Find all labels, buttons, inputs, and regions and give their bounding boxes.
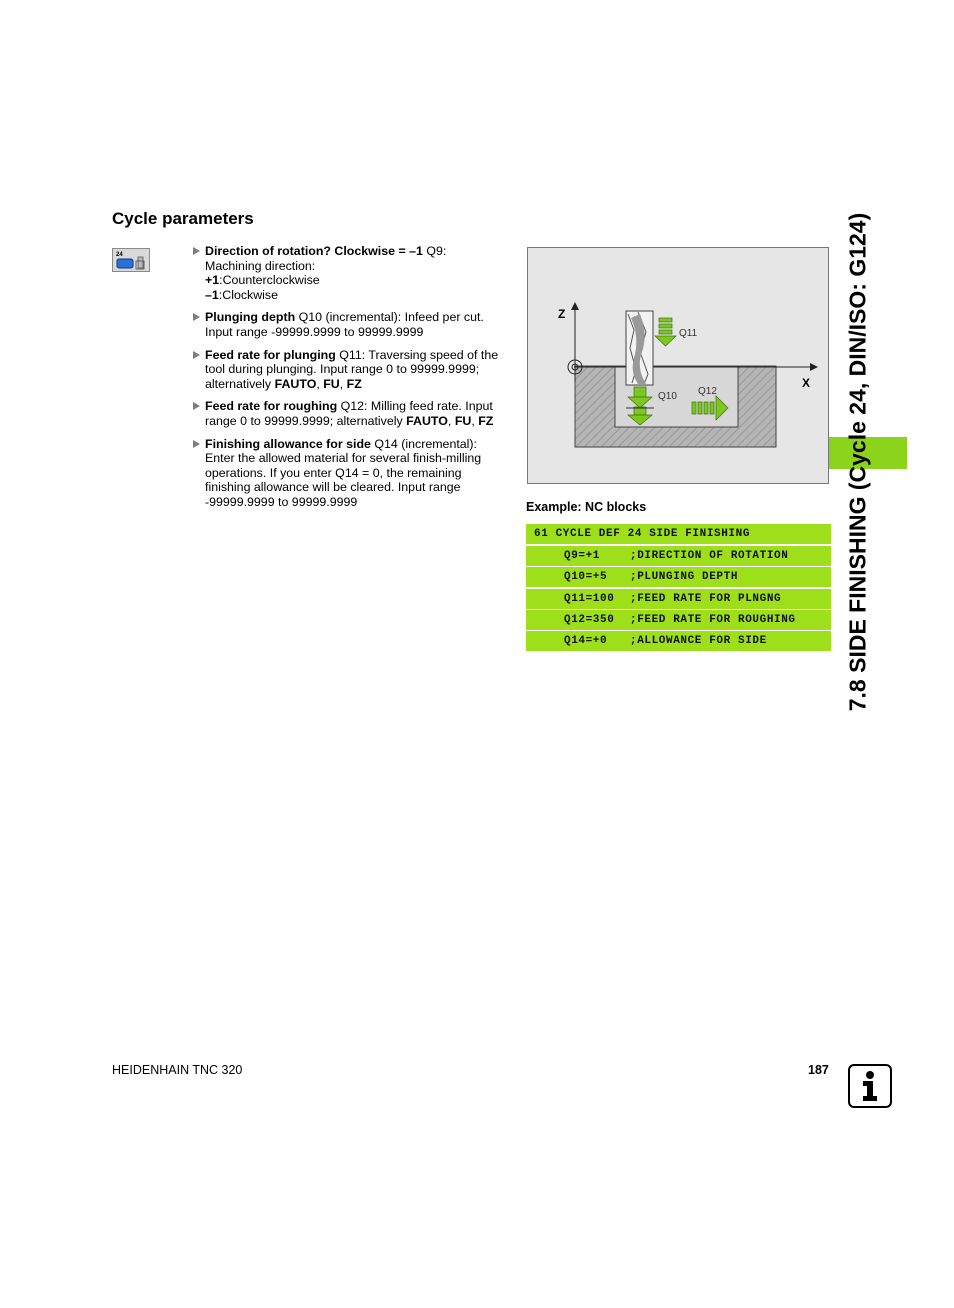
section-title: Cycle parameters <box>112 209 254 228</box>
nc-block-row: Q9=+1 ;DIRECTION OF ROTATION <box>526 546 831 566</box>
nc-block-row: Q12=350 ;FEED RATE FOR ROUGHING <box>526 610 831 630</box>
bullet-arrow-icon <box>193 440 200 448</box>
side-title-container <box>838 212 878 712</box>
param-name: Feed rate for roughing <box>205 399 338 414</box>
nc-block-header: 61 CYCLE DEF 24 SIDE FINISHING <box>526 524 831 544</box>
nc-block-row: Q11=100 ;FEED RATE FOR PLNGNG <box>526 589 831 609</box>
x-label: X <box>802 376 811 390</box>
example-title: Example: NC blocks <box>526 500 647 514</box>
q12-label: Q12 <box>698 386 717 397</box>
param-plunging-depth: Plunging depth Q10 (incremental): Infeed per cut. Input range -99999.9999 to 99999.9999 <box>193 310 509 339</box>
bullet-arrow-icon <box>193 313 200 321</box>
nc-block-row: Q10=+5 ;PLUNGING DEPTH <box>526 567 831 587</box>
param-name: Direction of rotation? Clockwise = –1 <box>205 244 423 258</box>
cycle-illustration <box>527 247 829 484</box>
param-feed-roughing: Feed rate for roughing Q12: Milling feed rate. Input range 0 to 99999.9999; alternatively FAUTO, FU, FZ <box>193 399 509 428</box>
param-name: Plunging depth <box>205 310 296 325</box>
nc-block-row: Q14=+0 ;ALLOWANCE FOR SIDE <box>526 631 831 651</box>
param-direction: Direction of rotation? Clockwise = –1 Q9: Machining direction: +1:Counterclockwise –1:Clockwise <box>193 244 509 302</box>
param-feed-plunging: Feed rate for plunging Q11: Traversing speed of the tool during plunging. Input range 0 to 99999.9999; alternatively FAUTO, FU, FZ <box>193 348 509 392</box>
footer-page-number: 187 <box>808 1063 829 1077</box>
parameter-list <box>193 244 509 518</box>
param-finishing-allowance: Finishing allowance for side Q14 (incremental): Enter the allowed material for several finish-milling operations. If you enter Q14 = 0, the remaining finishing allowance will be cleared. Input range -99999.9999 to 99999.9999 <box>193 437 509 510</box>
softkey-label: 24 <box>116 252 123 258</box>
info-icon <box>848 1064 892 1108</box>
z-label: Z <box>558 307 566 321</box>
footer-manual-name: HEIDENHAIN TNC 320 <box>112 1063 243 1077</box>
bullet-arrow-icon <box>193 351 200 359</box>
cycle-softkey-icon <box>112 248 150 272</box>
q11-feed-arrow-icon <box>655 318 676 346</box>
bullet-arrow-icon <box>193 402 200 410</box>
param-name: Feed rate for plunging <box>205 347 336 362</box>
side-title: 7.8 SIDE FINISHING (Cycle 24, DIN/ISO: G124) <box>844 212 871 712</box>
milling-tool-icon <box>626 311 653 385</box>
q11-label: Q11 <box>679 328 698 339</box>
q10-label: Q10 <box>658 391 677 402</box>
param-name: Finishing allowance for side <box>205 436 371 451</box>
bullet-arrow-icon <box>193 247 200 255</box>
